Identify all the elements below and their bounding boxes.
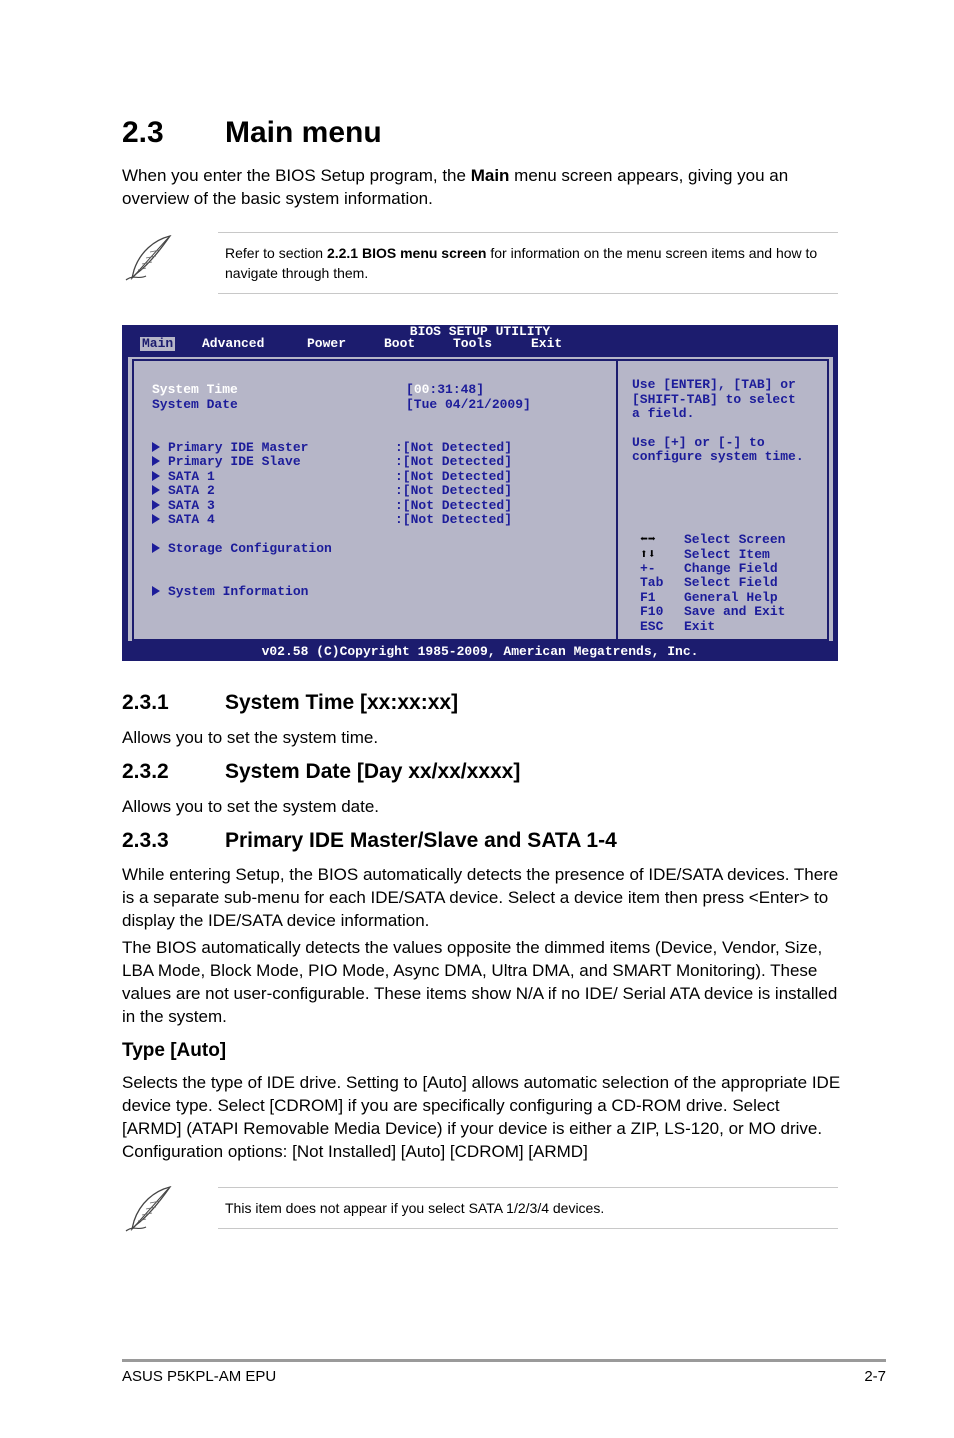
help-line: configure system time. [632,449,804,464]
device-item[interactable]: SATA 4 [152,513,215,527]
subsection-heading: 2.3.3 Primary IDE Master/Slave and SATA 1-4 [122,829,617,852]
key-name: F10 [640,604,664,619]
item-heading: Type [Auto] [122,1040,227,1061]
storage-configuration-item[interactable]: Storage Configuration [152,542,332,556]
bios-panel [126,355,835,643]
paragraph: While entering Setup, the BIOS automatically detects the presence of IDE/SATA devices. There is a separate sub-menu for each IDE/SATA device. Select a device item then press <Enter> to display the IDE/SATA device information. [122,865,839,930]
menu-main[interactable]: Main [142,336,174,351]
key-name: F1 [640,590,656,605]
arrow-right-icon [152,485,160,495]
note-feather-icon [124,234,172,284]
bios-inner-frame [132,359,829,641]
device-value: :[Not Detected] [395,483,513,498]
key-desc: Select Screen [684,532,786,547]
key-desc: Select Field [684,575,778,590]
arrow-right-icon [152,500,160,510]
system-information-item[interactable]: System Information [152,585,308,599]
device-value: :[Not Detected] [395,469,513,484]
menu-exit[interactable]: Exit [531,336,563,351]
paragraph: Selects the type of IDE drive. Setting to [Auto] allows automatic selection of the appropriate IDE device type. Select [CDROM] if you are specifically configuring a CD-ROM drive. Select [ARMD] (ATAPI Removable Media Device) if your device is either a ZIP, LS-120, or MO drive. Configuration options: [Not Installed] [Auto] [CDROM] [ARMD] [122,1073,841,1161]
arrow-right-icon [152,514,160,524]
section-heading: 2.3 Main menu [122,116,382,149]
bios-copyright: v02.58 (C)Copyright 1985-2009, American Megatrends, Inc. [261,644,699,659]
note-text: Refer to section 2.2.1 BIOS menu screen for information on the menu screen items and how to navigate through them. [225,245,818,281]
menu-advanced[interactable]: Advanced [202,336,265,351]
bios-title: BIOS SETUP UTILITY [409,324,551,339]
device-item[interactable]: Primary IDE Slave [152,455,301,469]
menu-tools[interactable]: Tools [453,336,493,351]
device-value: :[Not Detected] [395,454,513,469]
note-box [218,1187,838,1229]
system-time-label[interactable]: System Time [152,382,238,397]
arrow-right-icon [152,543,160,553]
device-item[interactable]: SATA 2 [152,484,215,498]
device-item[interactable]: Primary IDE Master [152,441,308,455]
up-down-arrows-icon: ⬆⬇ [640,547,656,562]
page-number: 2-7 [864,1368,886,1385]
note-feather-icon [124,1185,172,1235]
intro-paragraph: When you enter the BIOS Setup program, the Main menu screen appears, giving you an overview of the basic system information. [122,166,789,208]
bios-divider [616,361,618,641]
key-desc: Select Item [684,547,770,562]
bios-screenshot [122,325,838,661]
arrow-right-icon [152,456,160,466]
note-box [218,232,838,294]
help-line: [SHIFT-TAB] to select [632,392,796,407]
device-value: :[Not Detected] [395,512,513,527]
key-name: +- [640,561,656,576]
arrow-right-icon [152,586,160,596]
footer-rule [122,1359,886,1362]
key-desc: Save and Exit [684,604,786,619]
arrow-right-icon [152,442,160,452]
key-desc: Exit [684,619,716,634]
system-time-value[interactable]: [00:31:48] [406,382,485,397]
system-date-value[interactable]: [Tue 04/21/2009] [406,397,531,412]
paragraph: The BIOS automatically detects the values opposite the dimmed items (Device, Vendor, Size, LBA Mode, Block Mode, PIO Mode, Async DMA, Ultra DMA, and SMART Monitoring). These values are not user-configurable. These items show N/A if no IDE/ Serial ATA device is installed in the system. [122,938,838,1026]
subsection-heading: 2.3.1 System Time [xx:xx:xx] [122,691,459,714]
help-line: a field. [632,406,695,421]
paragraph: Allows you to set the system date. [122,797,380,816]
help-line: Use [+] or [-] to [632,435,765,450]
system-date-label[interactable]: System Date [152,397,238,412]
key-desc: Change Field [684,561,778,576]
left-right-arrows-icon: ⬅➡ [640,532,656,547]
device-value: :[Not Detected] [395,498,513,513]
note-text: This item does not appear if you select SATA 1/2/3/4 devices. [225,1200,605,1216]
key-desc: General Help [684,590,778,605]
footer-product: ASUS P5KPL-AM EPU [122,1368,277,1385]
paragraph: Allows you to set the system time. [122,728,379,747]
device-value: :[Not Detected] [395,440,513,455]
menu-boot[interactable]: Boot [384,336,416,351]
device-item[interactable]: SATA 1 [152,470,215,484]
help-line: Use [ENTER], [TAB] or [632,377,796,392]
device-item[interactable]: SATA 3 [152,499,215,513]
key-name: Tab [640,575,664,590]
key-name: ESC [640,619,664,634]
arrow-right-icon [152,471,160,481]
subsection-heading: 2.3.2 System Date [Day xx/xx/xxxx] [122,760,521,783]
menu-power[interactable]: Power [307,336,347,351]
